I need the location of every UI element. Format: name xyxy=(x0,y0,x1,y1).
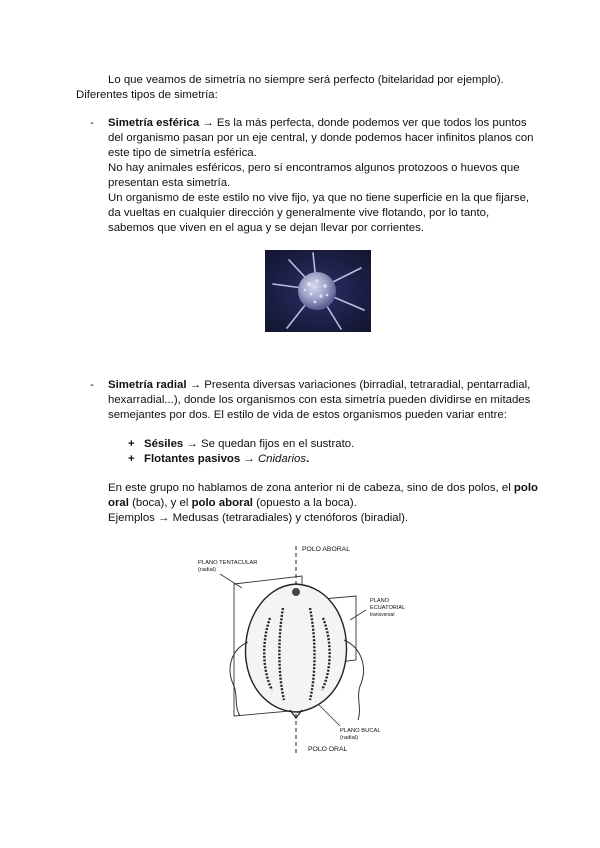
poles-pre: En este grupo no hablamos de zona anterior ni de cabeza, sino de dos polos, el xyxy=(108,482,511,494)
spherical-line-7: sabemos que viven en el agua y se dejan llevar por corrientes. xyxy=(108,222,424,234)
apical-organ xyxy=(292,588,300,596)
poles-oral-word: polo xyxy=(513,482,538,494)
sub-item-arrow: → xyxy=(243,453,255,465)
intro-line-2: Diferentes tipos de simetría: xyxy=(76,89,218,101)
sub-item-sesiles xyxy=(144,437,354,452)
poles-oral-desc: (boca), y el xyxy=(132,497,189,509)
radial-line-0: Presenta diversas variaciones (birradial, tetraradial, pentarradial, xyxy=(204,379,531,391)
sub-item-bullet-flotantes: + xyxy=(128,453,135,465)
sub-item-bullet-sesiles: + xyxy=(128,438,135,450)
sub-item-period: . xyxy=(306,453,310,465)
radial-line-1: hexarradial...), donde los organismos con esta simetría pueden dividirse en mitades xyxy=(108,394,531,406)
spherical-line-1: del organismo pasan por un eje central, y donde podemos hacer infinitos planos con xyxy=(108,132,534,144)
spherical-line-2: este tipo de simetría esférica. xyxy=(108,147,257,159)
sub-item-text: Cnidarios xyxy=(257,453,307,465)
spherical-line-4: presentan esta simetría. xyxy=(108,177,231,189)
examples-line: Ejemplos → Medusas (tetraradiales) y ctenóforos (biradial). xyxy=(108,512,409,524)
sub-item-text: Se quedan fijos en el sustrato. xyxy=(201,438,355,450)
spherical-heading-line xyxy=(108,116,527,131)
poles-aboral: polo aboral xyxy=(191,497,253,509)
label-plano-ecuatorial: PLANO xyxy=(370,598,389,604)
spherical-line-5: Un organismo de este estilo no vive fijo, ya que no tiene superficie en la que fijarse, xyxy=(108,192,530,204)
intro-line-1: Lo que veamos de simetría no siempre será perfecto (bitelaridad por ejemplo). xyxy=(108,74,504,86)
radial-bullet: - xyxy=(90,379,94,391)
spherical-line-6: da vueltas en cualquier dirección y generalmente vive flotando, por lo tanto, xyxy=(108,207,490,219)
radial-heading-line xyxy=(108,378,530,393)
label-plano-ecuatorial-2: ECUATORIAL xyxy=(370,605,406,611)
ctenophore-body xyxy=(245,584,346,712)
label-plano-bucal-sub: (radial) xyxy=(340,735,359,741)
label-plano-ecuatorial-sub: transversal xyxy=(370,612,395,618)
spherical-line-3: No hay animales esféricos, pero sí encontramos algunos protozoos o huevos que xyxy=(108,162,520,174)
radial-arrow: → xyxy=(189,379,202,391)
poles-aboral-desc: (opuesto a la boca). xyxy=(256,497,357,509)
label-plano-tentacular-sub: (radial) xyxy=(198,567,217,573)
sub-item-term: Flotantes pasivos xyxy=(144,453,241,465)
label-plano-tentacular: PLANO TENTACULAR xyxy=(198,560,258,566)
radial-line-2: semejantes por dos. El estilo de vida de estos organismos pueden variar entre: xyxy=(108,409,507,421)
radial-title: Simetría radial xyxy=(108,379,187,391)
sub-item-arrow: → xyxy=(186,438,198,450)
sub-item-term: Sésiles xyxy=(144,438,184,450)
spherical-line-0: Es la más perfecta, donde podemos ver que todos los puntos xyxy=(216,117,527,129)
sub-item-flotantes xyxy=(144,452,309,467)
label-plano-bucal: PLANO BUCAL xyxy=(340,728,381,734)
label-polo-oral: POLO ORAL xyxy=(308,746,348,753)
poles-oral-word-2: oral xyxy=(108,497,129,509)
spherical-bullet: - xyxy=(90,117,94,129)
ctenophore-diagram xyxy=(190,540,406,762)
radiolarian-photo xyxy=(265,250,371,332)
spherical-arrow: → xyxy=(202,117,214,129)
poles-line-1 xyxy=(108,481,538,496)
poles-line-2 xyxy=(108,496,357,511)
spherical-title: Simetría esférica xyxy=(108,117,200,129)
label-polo-aboral: POLO ABORAL xyxy=(302,546,350,553)
